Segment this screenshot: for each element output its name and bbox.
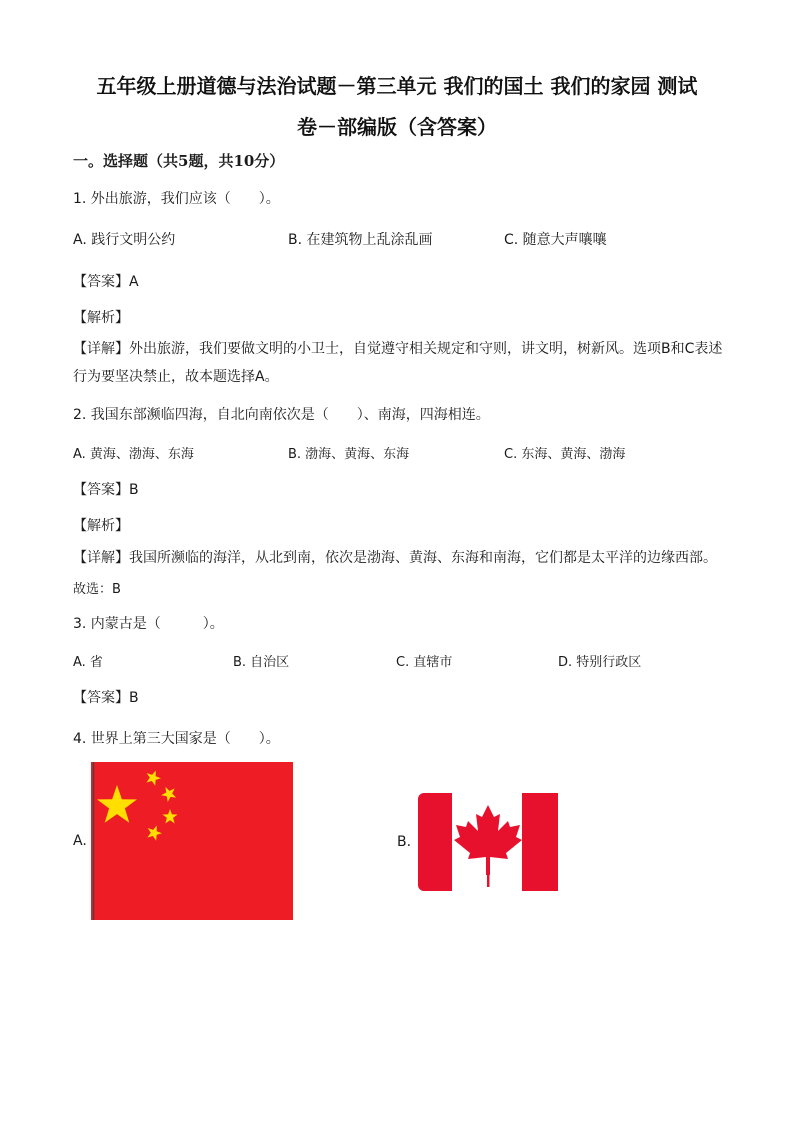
question-2-conclusion: 故选：B bbox=[73, 582, 121, 597]
question-2-stem: 2. 我国东部濒临四海，自北向南依次是（ ）、南海，四海相连。 bbox=[73, 407, 490, 423]
page-title-line1: 五年级上册道德与法治试题－第三单元 我们的国土 我们的家园 测试 bbox=[96, 74, 698, 98]
question-3-option-b: B. 自治区 bbox=[233, 655, 290, 670]
question-2-answer: 【答案】B bbox=[73, 482, 139, 498]
question-1-analysis: 【解析】 bbox=[73, 310, 129, 326]
question-1-detail: 【详解】外出旅游，我们要做文明的小卫士，自觉遵守相关规定和守则，讲文明，树新风。选项B和C表述行为要坚决禁止，故本题选择A。 bbox=[73, 341, 723, 385]
question-4-option-a: A. bbox=[73, 833, 87, 849]
question-1-option-b: B. 在建筑物上乱涂乱画 bbox=[288, 232, 433, 248]
question-1-option-c: C. 随意大声嚷嚷 bbox=[504, 232, 607, 248]
question-3-stem: 3. 内蒙古是（ ）。 bbox=[73, 616, 224, 632]
china-flag-image bbox=[91, 762, 293, 920]
question-2-option-b: B. 渤海、黄海、东海 bbox=[288, 447, 410, 462]
question-1-stem: 1. 外出旅游，我们应该（ ）。 bbox=[73, 191, 280, 207]
question-3-option-c: C. 直辖市 bbox=[396, 655, 453, 670]
question-2-option-a: A. 黄海、渤海、东海 bbox=[73, 447, 194, 462]
question-3-option-d: D. 特别行政区 bbox=[558, 655, 642, 670]
canada-flag-image bbox=[418, 793, 558, 891]
page-title-line2: 卷－部编版（含答案） bbox=[297, 115, 497, 139]
question-4-option-b: B. bbox=[397, 834, 412, 850]
question-4-stem: 4. 世界上第三大国家是（ ）。 bbox=[73, 731, 280, 747]
question-3-option-a: A. 省 bbox=[73, 655, 103, 670]
question-3-answer: 【答案】B bbox=[73, 690, 139, 706]
question-2-option-c: C. 东海、黄海、渤海 bbox=[504, 447, 626, 462]
question-1-option-a: A. 践行文明公约 bbox=[73, 232, 176, 248]
question-2-analysis: 【解析】 bbox=[73, 518, 129, 534]
question-2-detail: 【详解】我国所濒临的海洋，从北到南，依次是渤海、黄海、东海和南海，它们都是太平洋的边缘西部。 bbox=[73, 550, 717, 566]
section-heading: 一。选择题（共5题，共10分） bbox=[73, 152, 285, 170]
question-1-answer: 【答案】A bbox=[73, 274, 139, 290]
